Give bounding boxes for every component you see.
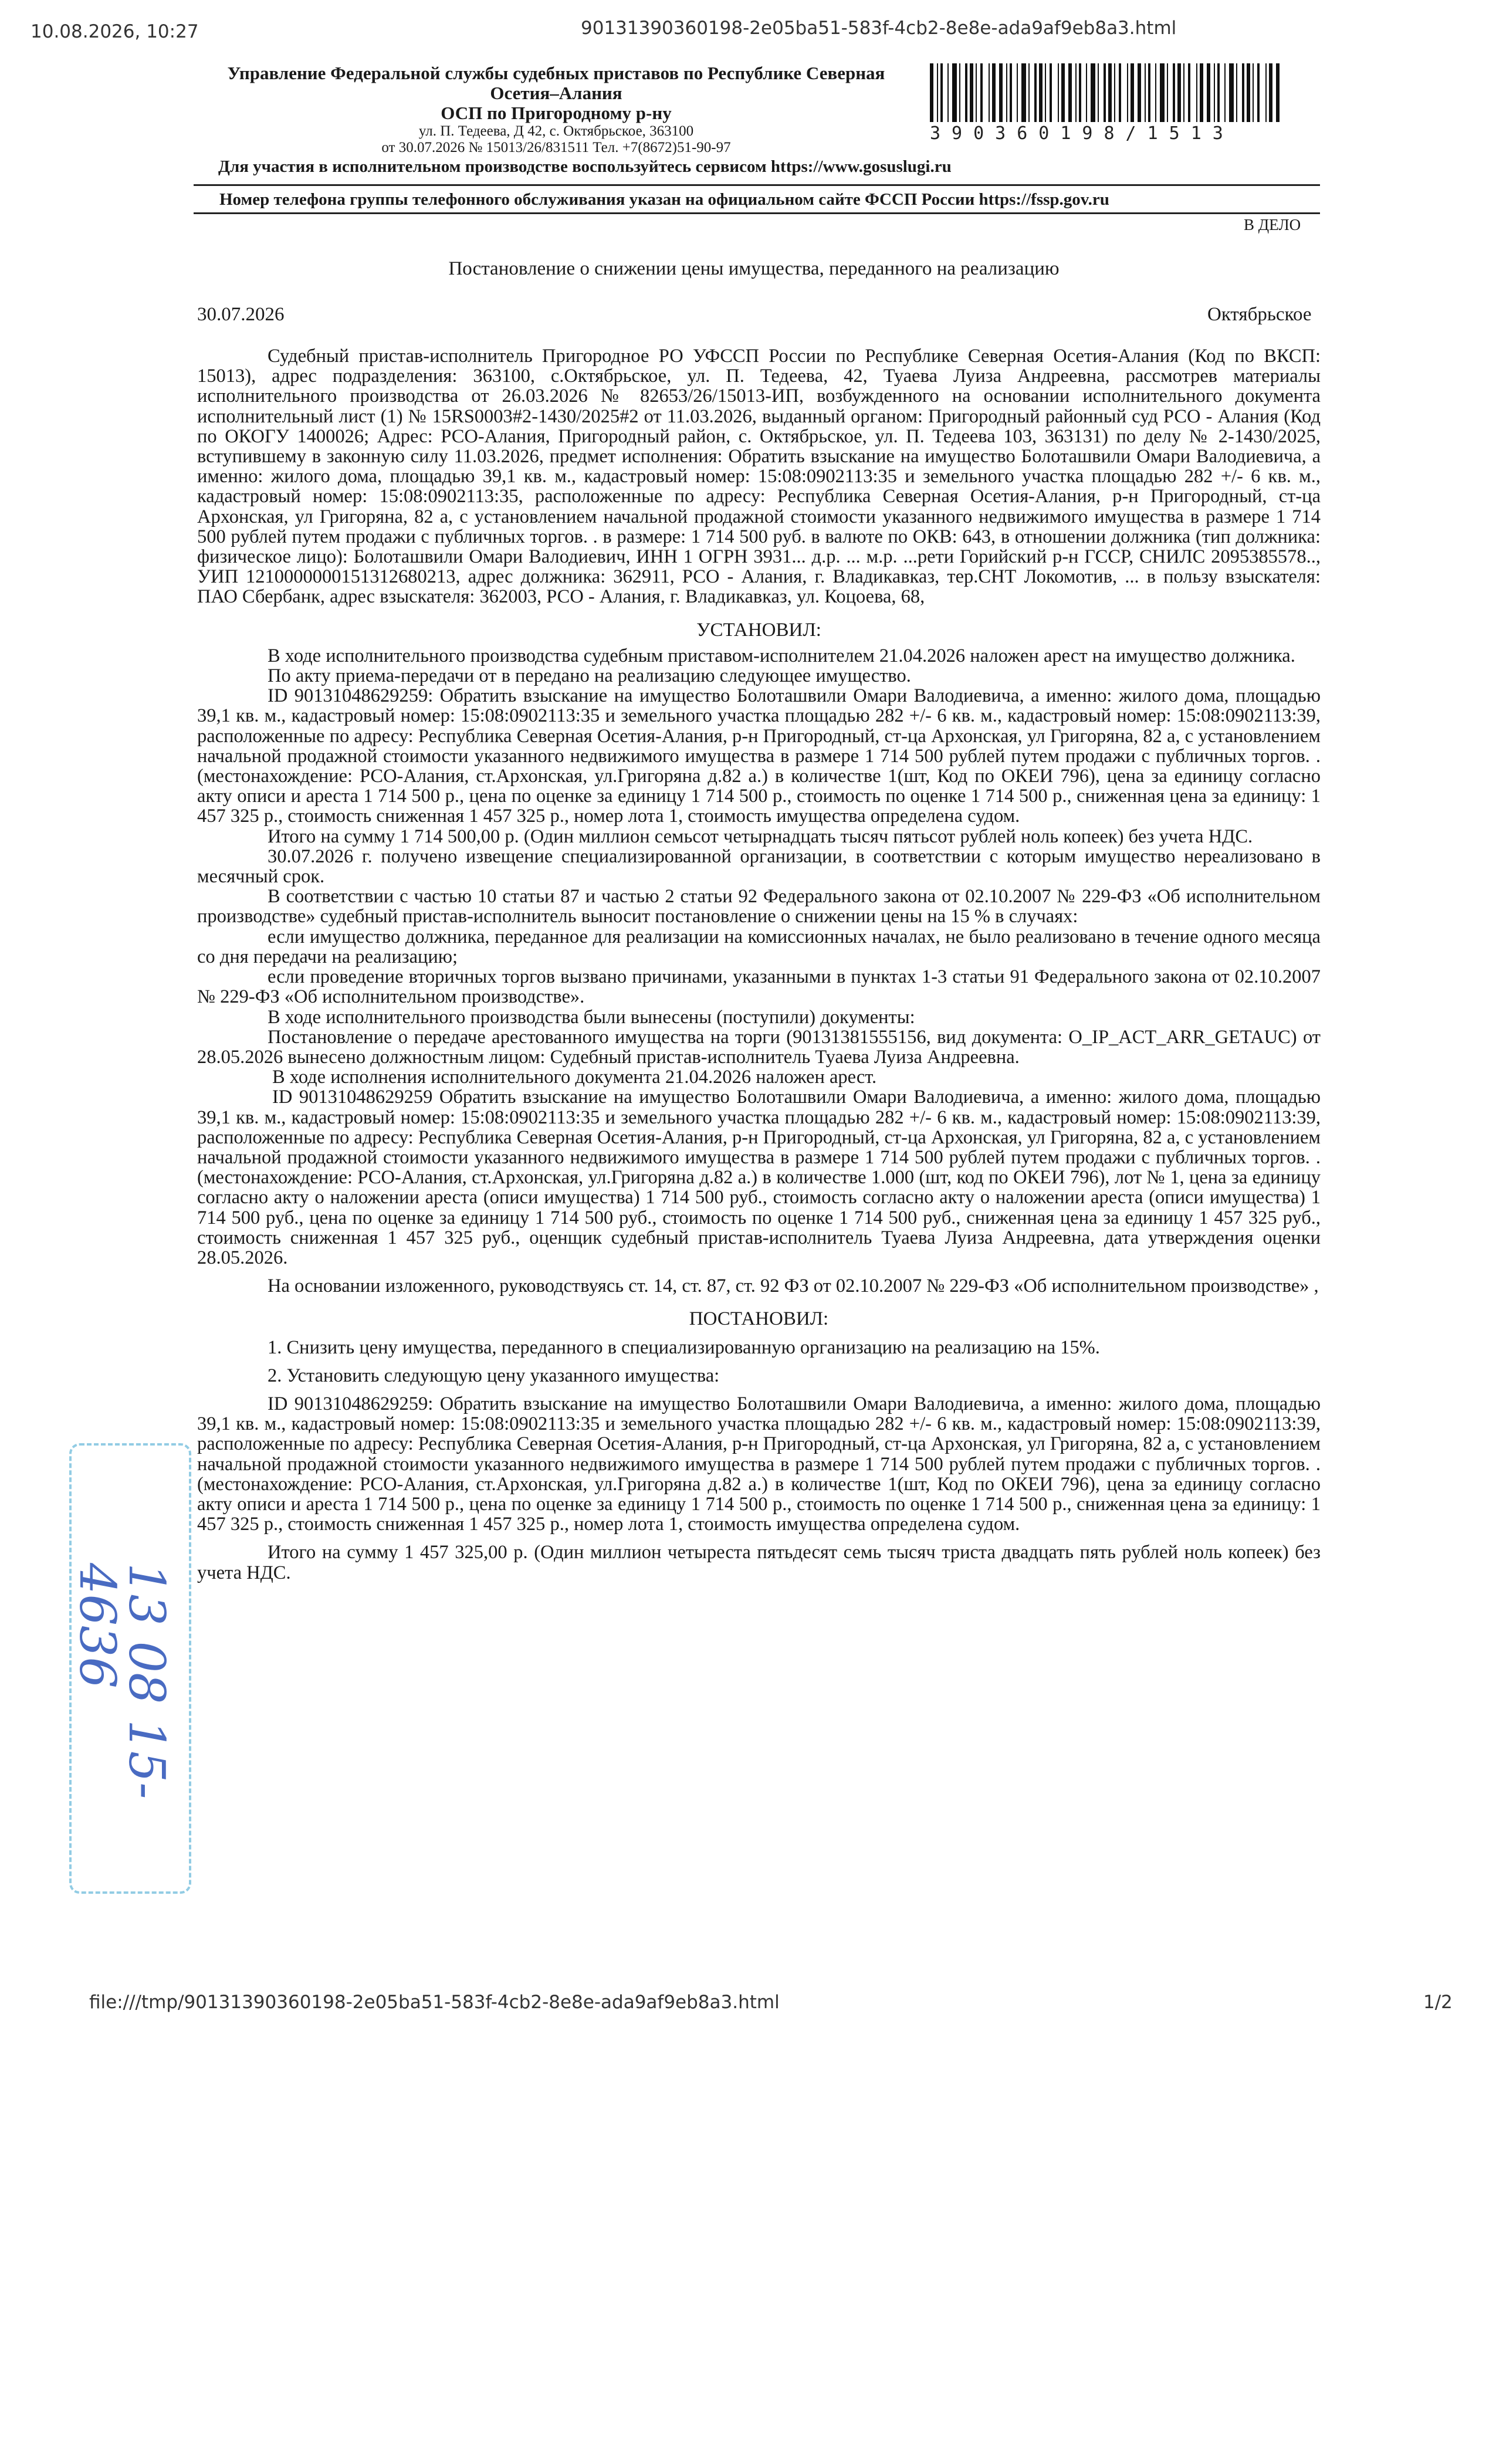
document-title: Постановление о снижении цены имущества, переданного на реализацию [448,258,1060,279]
stamp-handwriting: 13 08 15-4636 [69,1563,175,1799]
barcode-bars [930,63,1282,122]
section-heading-postanovil: ПОСТАНОВИЛ: [689,1308,829,1330]
paragraph: В соответствии с частью 10 статьи 87 и частью 2 статьи 92 Федерального закона от 02.10.2007 № 229-ФЗ «Об исполнительном производстве» судебный пристав-исполнитель выносит постановление о снижении цены на 15 % в случаях: [197,886,1321,928]
agency-name-line1: Управление Федеральной службы судебных приставов по Республике Северная [227,63,885,83]
paragraph: если проведение вторичных торгов вызвано причинами, указанными в пунктах 1-3 статьи 91 Федерального закона от 02.10.2007 № 229-ФЗ «Об исполнительном производстве». [197,966,1321,1008]
paragraph: Итого на сумму 1 714 500,00 р. (Один миллион семьсот четырнадцать тысяч пятьсот рублей ноль копеек) без учета НДС. [268,825,1253,847]
agency-header [198,63,914,155]
divider [194,184,1320,186]
paragraph: ID 90131048629259 Обратить взыскание на имущество Болоташвили Омари Валодиевича, а именно: жилого дома, площадью 39,1 кв. м., кадастровый номер: 15:08:0902113:35 и земельного участка площадью 282 +/- 6 кв. м., кадастровый номер: 15:08:0902113:39, расположенные по адресу: Республика Северная Осетия-Алания, р-н Пригородный, ст-ца Архонская, ул Григоряна, 82 а, с установлением начальной продажной стоимости указанного недвижимого имущества в размере 1 714 500 рублей путем продажи с публичных торгов. . (местонахождение: РСО-Алания, ст.Архонская, ул.Григоряна д.82 а.) в количестве 1.000 (шт, код по ОКЕИ 796), лот № 1, цена за единицу согласно акту о наложении ареста (описи имущества) 1 714 500 руб., стоимость согласно акту о наложении ареста (описи имущества) 1 714 500 руб., цена по оценке за единицу 1 714 500 руб., стоимость по оценке 1 714 500 руб., сниженная цена за единицу 1 457 325 руб., стоимость сниженная 1 457 325 руб., оценщик судебный пристав-исполнитель Туаева Луиза Андреевна, дата утверждения оценки 28.05.2026. [197,1087,1321,1268]
barcode [930,63,1294,144]
barcode-number: 390360198/1513 [930,123,1234,144]
print-datetime: 10.08.2026, 10:27 [31,21,199,42]
paragraph: Постановление о передаче арестованного имущества на торги (90131381555156, вид документа: O_IP_ACT_ARR_GETAUC) от 28.05.2026 вынесено должностным лицом: Судебный пристав-исполнитель Туаева Луиза Андреевна. [197,1026,1321,1068]
paragraph: ID 90131048629259: Обратить взыскание на имущество Болоташвили Омари Валодиевича, а именно: жилого дома, площадью 39,1 кв. м., кадастровый номер: 15:08:0902113:35 и земельного участка площадью 282 +/- 6 кв. м., кадастровый номер: 15:08:0902113:39, расположенные по адресу: Республика Северная Осетия-Алания, р-н Пригородный, ст-ца Архонская, ул Григоряна, 82 а, с установлением начальной продажной стоимости указанного недвижимого имущества в размере 1 714 500 рублей путем продажи с публичных торгов. . (местонахождение: РСО-Алания, ст.Архонская, ул.Григоряна д.82 а.) в количестве 1(шт, Код по ОКЕИ 796), цена за единицу согласно акту описи и ареста 1 714 500 р., цена по оценке за единицу 1 714 500 р., стоимость по оценке 1 714 500 р., сниженная цена за единицу: 1 457 325 р., стоимость сниженная 1 457 325 р., номер лота 1, стоимость имущества определена судом. [197,685,1321,827]
paragraph: На основании изложенного, руководствуясь ст. 14, ст. 87, ст. 92 ФЗ от 02.10.2007 № 229-ФЗ «Об исполнительном производстве» , [268,1275,1319,1297]
registration-stamp [69,1443,191,1894]
gosuslugi-notice: Для участия в исполнительном производстве воспользуйтесь сервисом https://www.gosuslugi.ru [218,157,952,176]
paragraph: В ходе исполнительного производства судебным приставом-исполнителем 21.04.2026 наложен арест на имущество должника. [268,645,1295,666]
agency-osp: ОСП по Пригородному р-ну [441,103,672,124]
paragraph: В ходе исполнительного производства были вынесены (поступили) документы: [268,1006,915,1028]
v-delo-mark: В ДЕЛО [1244,216,1301,233]
paragraph: Итого на сумму 1 457 325,00 р. (Один миллион четыреста пятьдесят семь тысяч триста двадцать пять рублей ноль копеек) без учета НДС. [197,1542,1321,1583]
agency-name-line2: Осетия–Алания [490,83,622,104]
paragraph: 30.07.2026 г. получено извещение специализированной организации, в соответствии с которым имущество нереализовано в месячный срок. [197,845,1321,888]
document-date: 30.07.2026 [197,304,285,325]
paragraph: По акту приема-передачи от в передано на реализацию следующее имущество. [268,665,911,687]
paragraph: 1. Снизить цену имущества, переданного в специализированную организацию на реализацию на 15%. [268,1336,1100,1358]
intro-paragraph: Судебный пристав-исполнитель Пригородное РО УФССП России по Республике Северная Осетия-Алания (Код по ВКСП: 15013), адрес подразделения: 363100, с.Октябрьское, ул. П. Тедеева, 42, Туаева Луиза Андреевна, рассмотрев материалы исполнительного производства от 26.03.2026 № 82653/26/15013-ИП, возбужденного на основании исполнительного документа исполнительный лист (1) № 15RS0003#2-1430/2025#2 от 11.03.2026, выданный органом: Пригородный районный суд РСО - Алания (Код по ОКОГУ 1400026; Адрес: РСО-Алания, Пригородный район, с. Октябрьское, ул. П. Тедеева 103, 363131) по делу № 2-1430/2025, вступившему в законную силу 11.03.2026, предмет исполнения: Обратить взыскание на имущество Болоташвили Омари Валодиевича, а именно: жилого дома, площадью 39,1 кв. м., кадастровый номер: 15:08:0902113:35 и земельного участка площадью 282 +/- 6 кв. м., кадастровый номер: 15:08:0902113:35, расположенные по адресу: Республика Северная Осетия-Алания, р-н Пригородный, ст-ца Архонская, ул Григоряна, 82 а, с установлением начальной продажной стоимости указанного недвижимого имущества в размере 1 714 500 рублей путем продажи с публичных торгов. . в размере: 1 714 500 руб. в валюте по ОКВ: 643, в отношении должника (тип должника: физическое лицо): Болоташвили Омари Валодиевич, ИНН 1 ОГРН 3931... д.р. ... м.р. ...рети Горийский р-н ГССР, СНИЛС 2095385578.., УИП 12100000001513126802​13, адрес должника: 362911, РСО - Алания, г. Владикавказ, тер.СНТ Локомотив, ... в пользу взыскателя: ПАО Сбербанк, адрес взыскателя: 362003, РСО - Алания, г. Владикавказ, ул. Коцоева, 68, [197,346,1321,608]
document-place: Октябрьское [1207,304,1312,325]
paragraph: 2. Установить следующую цену указанного имущества: [268,1365,720,1386]
print-page-number: 1/2 [1423,1992,1453,2013]
document-body [197,346,1321,1583]
print-url: file:///tmp/90131390360198-2e05ba51-583f-4cb2-8e8e-ada9af9eb8a3.html [89,1992,780,2013]
print-title: 90131390360198-2e05ba51-583f-4cb2-8e8e-ada9af9eb8a3.html [581,18,1177,39]
phone-notice: Номер телефона группы телефонного обслуживания указан на официальном сайте ФССП России https://fssp.gov.ru [219,190,1109,209]
paragraph: если имущество должника, переданное для реализации на комиссионных началах, не было реализовано в течение одного месяца со дня передачи на реализацию; [197,926,1321,967]
agency-ref: от 30.07.2026 № 15013/26/831511 Тел. +7(8672)51-90-97 [381,139,731,155]
paragraph: В ходе исполнения исполнительного документа 21.04.2026 наложен арест. [272,1067,877,1088]
section-heading-ustanovil: УСТАНОВИЛ: [696,619,821,641]
agency-address: ул. П. Тедеева, Д 42, с. Октябрьское, 363100 [418,123,694,140]
paragraph: ID 90131048629259: Обратить взыскание на имущество Болоташвили Омари Валодиевича, а именно: жилого дома, площадью 39,1 кв. м., кадастровый номер: 15:08:0902113:35 и земельного участка площадью 282 +/- 6 кв. м., кадастровый номер: 15:08:0902113:39, расположенные по адресу: Республика Северная Осетия-Алания, р-н Пригородный, ст-ца Архонская, ул Григоряна, 82 а, с установлением начальной продажной стоимости указанного недвижимого имущества в размере 1 714 500 рублей путем продажи с публичных торгов. . (местонахождение: РСО-Алания, ст.Архонская, ул.Григоряна д.82 а.) в количестве 1(шт, Код по ОКЕИ 796), цена за единицу согласно акту описи и ареста 1 714 500 р., цена по оценке за единицу 1 714 500 р., стоимость по оценке 1 714 500 р., сниженная цена за единицу: 1 457 325 р., стоимость сниженная 1 457 325 р., номер лота 1, стоимость имущества определена судом. [197,1393,1321,1535]
divider [194,212,1320,214]
